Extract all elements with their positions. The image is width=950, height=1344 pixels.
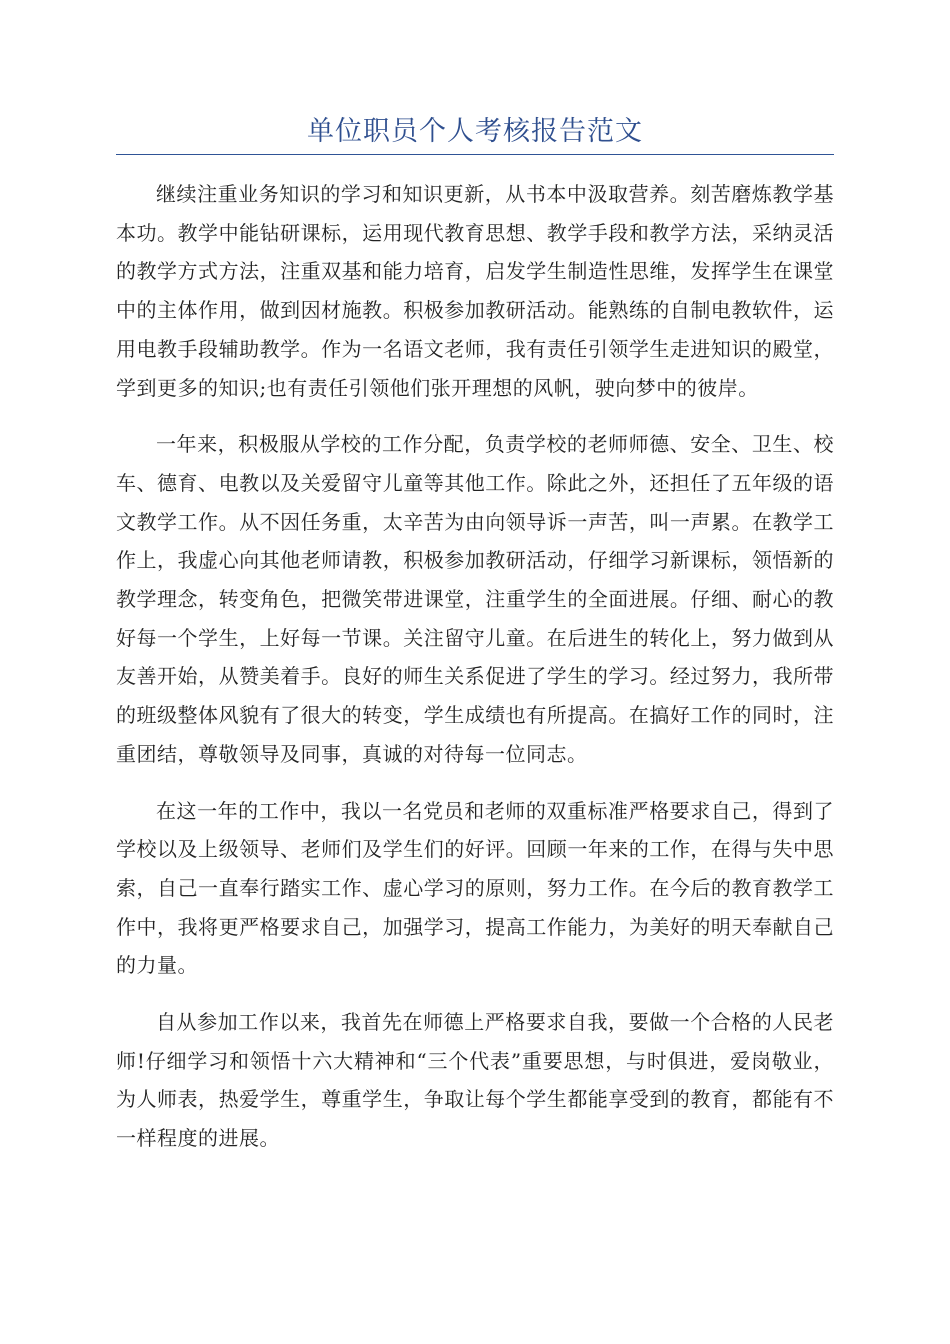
body-paragraph-2: 一年来，积极服从学校的工作分配，负责学校的老师师德、安全、卫生、校车、德育、电教以及关爱留守儿童等其他工作。除此之外，还担任了五年级的语文教学工作。从不因任务重，太辛苦为由向领导诉一声苦，叫一声累。在教学工作上，我虚心向其他老师请教，积极参加教研活动，仔细学习新课标，领悟新的教学理念，转变角色，把微笑带进课堂，注重学生的全面进展。仔细、耐心的教好每一个学生，上好每一节课。关注留守儿童。在后进生的转化上，努力做到从友善开始，从赞美着手。良好的师生关系促进了学生的学习。经过努力，我所带的班级整体风貌有了很大的转变，学生成绩也有所提高。在搞好工作的同时，注重团结，尊敬领导及同事，真诚的对待每一位同志。 (116, 432, 834, 766)
title-underline-rule (116, 154, 834, 155)
body-paragraph-4: 自从参加工作以来，我首先在师德上严格要求自我，要做一个合格的人民老师!仔细学习和领悟十六大精神和“三个代表”重要思想，与时俱进，爱岗敬业，为人师表，热爱学生，尊重学生，争取让每个学生都能享受到的教育，都能有不一样程度的进展。 (116, 1010, 834, 1151)
document-title: 单位职员个人考核报告范文 (307, 116, 643, 147)
document-body (116, 175, 834, 1158)
body-paragraph-3: 在这一年的工作中，我以一名党员和老师的双重标准严格要求自己，得到了学校以及上级领导、老师们及学生们的好评。回顾一年来的工作，在得与失中思索，自己一直奉行踏实工作、虚心学习的原则，努力工作。在今后的教育教学工作中，我将更严格要求自己，加强学习，提高工作能力，为美好的明天奉献自己的力量。 (116, 798, 834, 978)
body-paragraph-1: 继续注重业务知识的学习和知识更新，从书本中汲取营养。刻苦磨炼教学基本功。教学中能钻研课标，运用现代教育思想、教学手段和教学方法，采纳灵活的教学方式方法，注重双基和能力培育，启发学生制造性思维，发挥学生在课堂中的主体作用，做到因材施教。积极参加教研活动。能熟练的自制电教软件，运用电教手段辅助教学。作为一名语文老师，我有责任引领学生走进知识的殿堂，学到更多的知识;也有责任引领他们张开理想的风帆，驶向梦中的彼岸。 (116, 182, 834, 400)
